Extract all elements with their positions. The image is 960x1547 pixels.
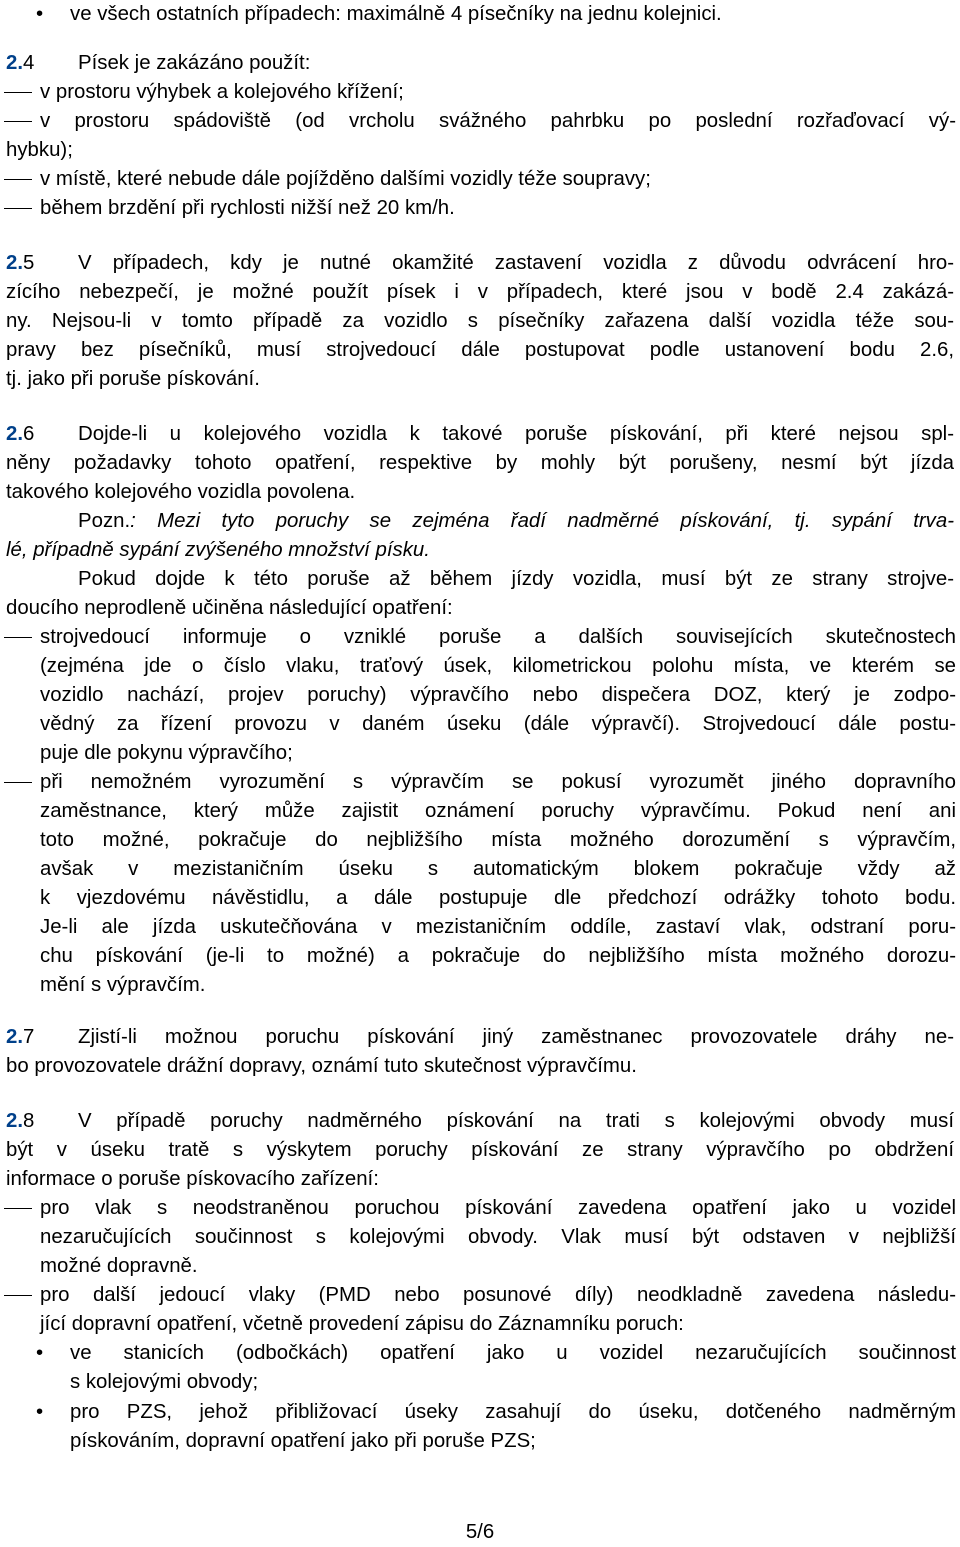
note-label: Pozn.: [78, 510, 131, 532]
dash-icon: [4, 179, 32, 180]
dash-icon: [4, 121, 32, 122]
dash-icon: [4, 1208, 32, 1209]
dash-icon: [4, 1295, 32, 1296]
section-number: 2.6: [6, 423, 35, 445]
bullet-icon: •: [36, 1342, 44, 1364]
dash-icon: [4, 208, 32, 209]
page-number: 5/6: [465, 1521, 495, 1543]
section-2-5: 2.5 V případech, kdy je nutné okamžité zastavení vozidla z důvodu odvrácení hro- zícího nebezpečí, je možné použít písek i v případech, které jsou v bodě 2.4 zakázá- ny. Nejsou-li v tomto případě za vozidlo s písečníky zařazena další vozidla téže sou- pravy bez písečníků, musí strojvedoucí dále postupovat podle ustanovení bodu 2.6, tj. jako při poruše pískování.: [6, 249, 954, 394]
bullet-icon: •: [36, 3, 44, 25]
list-item-text: pro vlak s neodstraněnou poruchou pískování zavedena opatření jako u vozidel nezaručujících součinnost s kolejovými obvody. Vlak musí být odstaven v nejbližší možné dopravně.: [40, 1197, 956, 1277]
section-2-6: 2.6 Dojde-li u kolejového vozidla k takové poruše pískování, při které nejsou spl- něny požadavky tohoto opatření, respektive by mohly být porušeny, nesmí být jízda takového kolejového vozidla povolena.: [6, 420, 954, 507]
section-2-7: 2.7 Zjistí-li možnou poruchu pískování jiný zaměstnanec provozovatele dráhy ne- bo provozovatele drážní dopravy, oznámí tuto skutečnost výpravčímu.: [6, 1023, 954, 1081]
list-item-text: při nemožném vyrozumění s výpravčím se pokusí vyrozumět jiného dopravního zaměstnance, který může zajistit oznámení poruchy výpravčímu. Pokud není ani toto možné, pokračuje do nejbližšího místa možného dorozumění s výpravčím, avšak v mezistaničním úseku s automatickým blokem pokračuje vždy až k vjezdovému návěstidlu, a dále postupuje dle předchozí odrážky tohoto bodu. Je-li ale jízda uskutečňována v mezistaničním oddíle, zastaví vlak, odstraní poru- chu pískování (je-li to možné) a pokračuje do nejbližšího místa možného dorozu- mění s výpravčím.: [40, 771, 956, 996]
section-2-8: 2.8 V případě poruchy nadměrného pískování na trati s kolejovými obvody musí být v úseku tratě s výskytem poruchy pískování ze strany výpravčího po obdržení informace o poruše pískovacího zařízení:: [6, 1107, 954, 1194]
list-item-text: v prostoru spádoviště (od vrcholu svážného pahrbku po poslední rozřaďovací vý-: [40, 110, 956, 132]
section-heading-text: Písek je zakázáno použít:: [78, 52, 311, 74]
note: Pozn.: Mezi tyto poruchy se zejména řadí nadměrné pískování, tj. sypání trva- lé, případně sypání zvýšeného množství písku.: [6, 510, 954, 561]
bullet-text: ve všech ostatních případech: maximálně 4 písečníky na jednu kolejnici.: [70, 3, 722, 25]
section-number: 2.7: [6, 1026, 35, 1048]
bullet-text: pro PZS, jehož přibližovací úseky zasahují do úseku, dotčeného nadměrným pískováním, dopravní opatření jako při poruše PZS;: [70, 1401, 956, 1452]
list-item-text: během brzdění při rychlosti nižší než 20 km/h.: [40, 197, 455, 219]
list-item-text: v místě, které nebude dále pojížděno dalšími vozidly téže soupravy;: [40, 168, 651, 190]
list-item-text: strojvedoucí informuje o vzniklé poruše a dalších souvisejících skutečnostech (zejména jde o číslo vlaku, traťový úsek, kilometrickou polohu místa, ve kterém se vozidlo nachází, projev poruchy) výpravčího nebo dispečera DOZ, který je zodpo- vědný za řízení provozu v daném úseku (dále výpravčí). Strojvedoucí dále postu- puje dle pokynu výpravčího;: [40, 626, 956, 764]
dash-icon: [4, 637, 32, 638]
section-number: 2.5: [6, 252, 35, 274]
section-number: 2.4: [6, 52, 35, 74]
paragraph: Pokud dojde k této poruše až během jízdy vozidla, musí být ze strany strojve- doucího neprodleně učiněna následující opatření:: [6, 568, 954, 619]
list-item-text: pro další jedoucí vlaky (PMD nebo posunové díly) neodkladně zavedena následu- jící dopravní opatření, včetně provedení zápisu do Záznamníku poruch:: [40, 1284, 956, 1335]
bullet-text: ve stanicích (odbočkách) opatření jako u vozidel nezaručujících součinnost s kolejovými obvody;: [70, 1342, 956, 1393]
section-2-4-heading: [6, 49, 954, 78]
dash-icon: [4, 782, 32, 783]
list-item-text: v prostoru výhybek a kolejového křížení;: [40, 81, 404, 103]
section-number: 2.8: [6, 1110, 35, 1132]
bullet-icon: •: [36, 1401, 44, 1423]
dash-icon: [4, 92, 32, 93]
list-item-continuation: hybku);: [6, 139, 73, 161]
